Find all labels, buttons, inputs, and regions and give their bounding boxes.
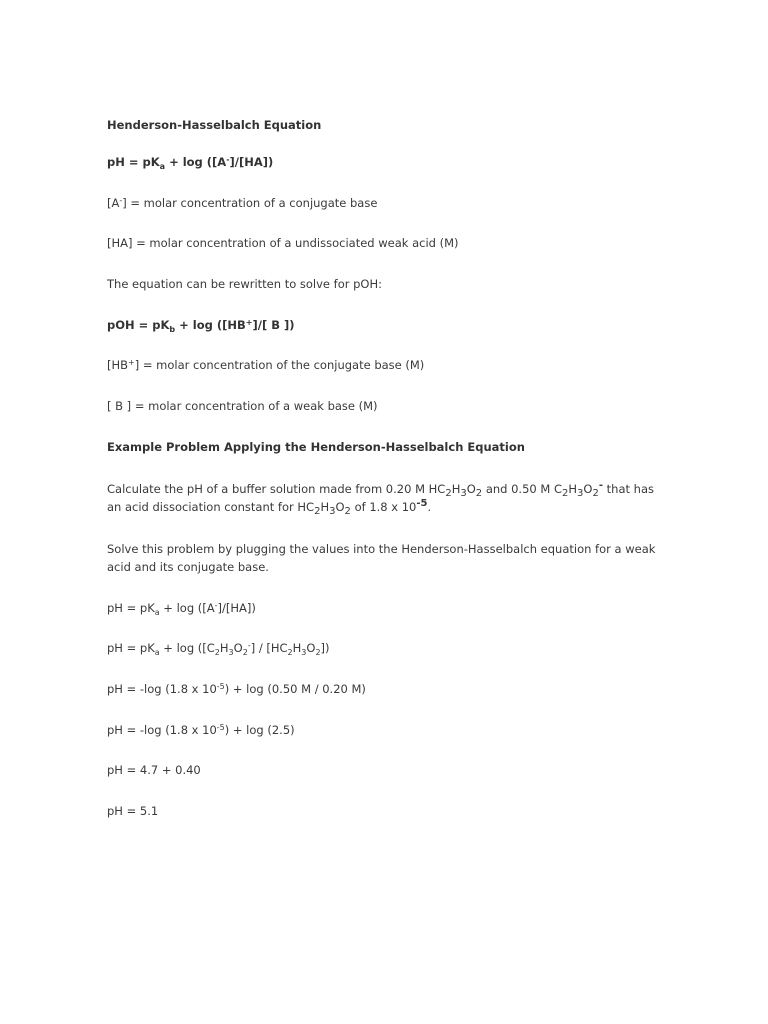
problem-line-1: Calculate the pH of a buffer solution made from 0.20 M HC2H3O2 and 0.50 M C2H3O2- that has bbox=[107, 480, 654, 499]
equation-ph: pH = $pK_a + \log ([A^-]/[HA])$ bbox=[107, 155, 274, 171]
rewrite-sentence: The equation can be rewritten to solve for pOH: bbox=[107, 277, 383, 291]
definition-weak-base: [ B ] = molar concentration of a weak base (M) bbox=[107, 399, 378, 413]
problem-line-2: an acid dissociation constant for HC2H3O2 of 1.8 x 10-5. bbox=[107, 498, 432, 517]
definition-conjugate-base: [A-] = molar concentration of a conjugate base bbox=[107, 196, 378, 210]
step-6: pH = 5.1 bbox=[107, 804, 159, 818]
doc-title: Henderson-Hasselbalch Equation bbox=[107, 118, 322, 132]
step-5: pH = 4.7 + 0.40 bbox=[107, 763, 201, 777]
definition-weak-acid: [HA] = molar concentration of a undissociated weak acid (M) bbox=[107, 236, 459, 250]
equation-poh: pOH = $pK_b + \log ([HB^+]/$[ B ]) bbox=[107, 318, 295, 334]
example-heading: Example Problem Applying the Henderson-Hasselbalch Equation bbox=[107, 440, 525, 454]
step-1: pH = $pK_a + \log ([A^-]/[HA])$ bbox=[107, 601, 256, 617]
solve-line-1: Solve this problem by plugging the values into the Henderson-Hasselbalch equation for a weak bbox=[107, 542, 656, 556]
step-3: pH = -log (1.8 x $10^{-5}) + \log (0.50$ M / 0.20 M) bbox=[107, 682, 366, 696]
definition-hb: [HB+] = molar concentration of the conjugate base (M) bbox=[107, 358, 425, 372]
solve-line-2: acid and its conjugate base. bbox=[107, 560, 269, 574]
step-4: pH = -log (1.8 x $10^{-5}) + \log (2.5)$ bbox=[107, 723, 295, 737]
step-2: pH = $pK_a + \log ([C_2H_3O_2^-] / [HC_2H_3O_2])$ bbox=[107, 641, 330, 657]
